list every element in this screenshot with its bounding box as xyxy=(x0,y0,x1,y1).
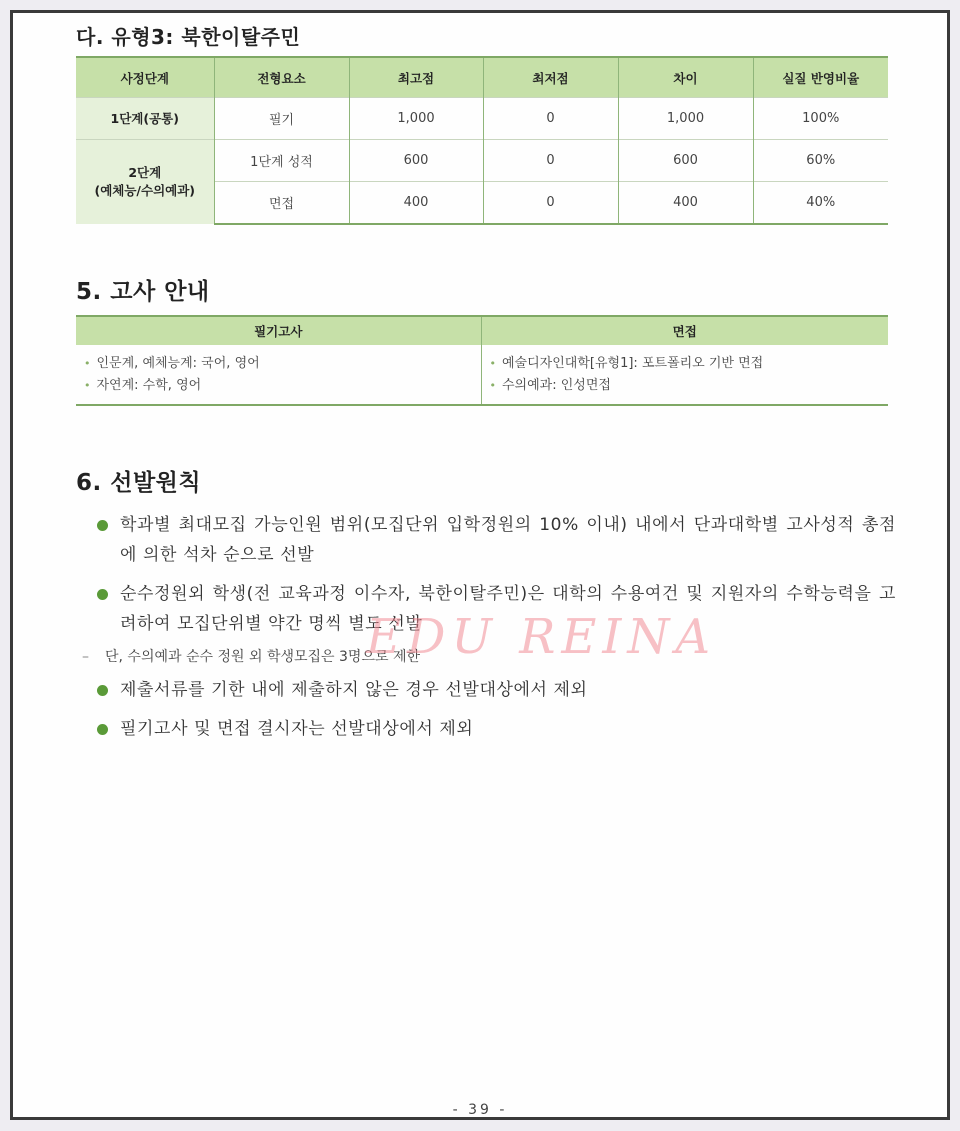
section-c-title: 다. 유형3: 북한이탈주민 xyxy=(76,25,301,49)
selection-principles-list xyxy=(82,510,896,753)
bullet-icon xyxy=(97,724,108,735)
bullet-icon: • xyxy=(489,379,496,392)
list-item-text: 제출서류를 기한 내에 제출하지 않은 경우 선발대상에서 제외 xyxy=(120,680,588,700)
table-header-row xyxy=(76,57,888,98)
list-item xyxy=(84,353,481,375)
watermark: EDU REINA xyxy=(366,609,717,665)
section-5-title: 5. 고사 안내 xyxy=(76,279,210,305)
list-item xyxy=(96,675,896,705)
bullet-icon: • xyxy=(489,357,496,370)
list-item xyxy=(96,579,896,639)
document-page xyxy=(10,10,950,1120)
header-interview: 면접 xyxy=(481,316,888,345)
max-cell: 600 xyxy=(349,140,483,182)
stage-line-2: (예체능/수의예과) xyxy=(94,183,196,198)
score-table xyxy=(76,56,888,225)
interview-cell xyxy=(481,345,888,405)
sub-note xyxy=(81,644,881,670)
header-max: 최고점 xyxy=(349,57,483,98)
ratio-cell: 40% xyxy=(753,182,888,225)
table-row xyxy=(76,140,888,182)
min-cell: 0 xyxy=(483,140,618,182)
header-element: 전형요소 xyxy=(214,57,349,98)
list-item-text: 인문계, 예체능계: 국어, 영어 xyxy=(96,356,260,371)
bullet-icon xyxy=(97,589,108,600)
element-cell: 면접 xyxy=(214,182,349,225)
section-6-title: 6. 선발원칙 xyxy=(76,470,202,496)
list-item-text: 순수정원외 학생(전 교육과정 이수자, 북한이탈주민)은 대학의 수용여건 및 지원자의 수학능력을 고려하여 모집단위별 약간 명씩 별도 선발 xyxy=(120,584,896,634)
list-item-text: 학과별 최대모집 가능인원 범위(모집단위 입학정원의 10% 이내) 내에서 단과대학별 고사성적 총점에 의한 석차 순으로 선발 xyxy=(120,515,896,565)
bullet-icon: • xyxy=(84,357,91,370)
header-written-exam: 필기고사 xyxy=(76,316,481,345)
stage-line-1: 2단계 xyxy=(128,165,162,180)
max-cell: 400 xyxy=(349,182,483,225)
list-item-text: 필기고사 및 면접 결시자는 선발대상에서 제외 xyxy=(120,719,474,739)
list-item xyxy=(96,510,896,570)
table-row xyxy=(76,98,888,140)
ratio-cell: 60% xyxy=(753,140,888,182)
list-item-text: 수의예과: 인성면접 xyxy=(502,378,611,393)
dash-icon: – xyxy=(82,649,89,665)
page-number: - 39 - xyxy=(452,1102,508,1118)
stage-cell xyxy=(76,140,214,225)
min-cell: 0 xyxy=(483,182,618,225)
list-item xyxy=(490,375,889,397)
list-item-text: 예술디자인대학[유형1]: 포트폴리오 기반 면접 xyxy=(502,356,764,371)
header-ratio: 실질 반영비율 xyxy=(753,57,888,98)
ratio-cell: 100% xyxy=(753,98,888,140)
exam-info-table xyxy=(76,315,888,406)
element-cell: 필기 xyxy=(214,98,349,140)
sub-note-text: 단, 수의예과 순수 정원 외 학생모집은 3명으로 제한 xyxy=(105,649,420,665)
bullet-icon xyxy=(97,685,108,696)
diff-cell: 600 xyxy=(618,140,753,182)
list-item xyxy=(96,714,896,744)
header-diff: 차이 xyxy=(618,57,753,98)
written-exam-cell xyxy=(76,345,481,405)
element-cell: 1단계 성적 xyxy=(214,140,349,182)
min-cell: 0 xyxy=(483,98,618,140)
stage-cell: 1단계(공통) xyxy=(76,98,214,140)
exam-header-row xyxy=(76,316,888,345)
list-item xyxy=(490,353,889,375)
bullet-icon: • xyxy=(84,379,91,392)
list-item-text: 자연계: 수학, 영어 xyxy=(96,378,202,393)
diff-cell: 400 xyxy=(618,182,753,225)
diff-cell: 1,000 xyxy=(618,98,753,140)
max-cell: 1,000 xyxy=(349,98,483,140)
header-stage: 사정단계 xyxy=(76,57,214,98)
list-item xyxy=(84,375,481,397)
header-min: 최저점 xyxy=(483,57,618,98)
exam-content-row xyxy=(76,345,888,405)
bullet-icon xyxy=(97,520,108,531)
